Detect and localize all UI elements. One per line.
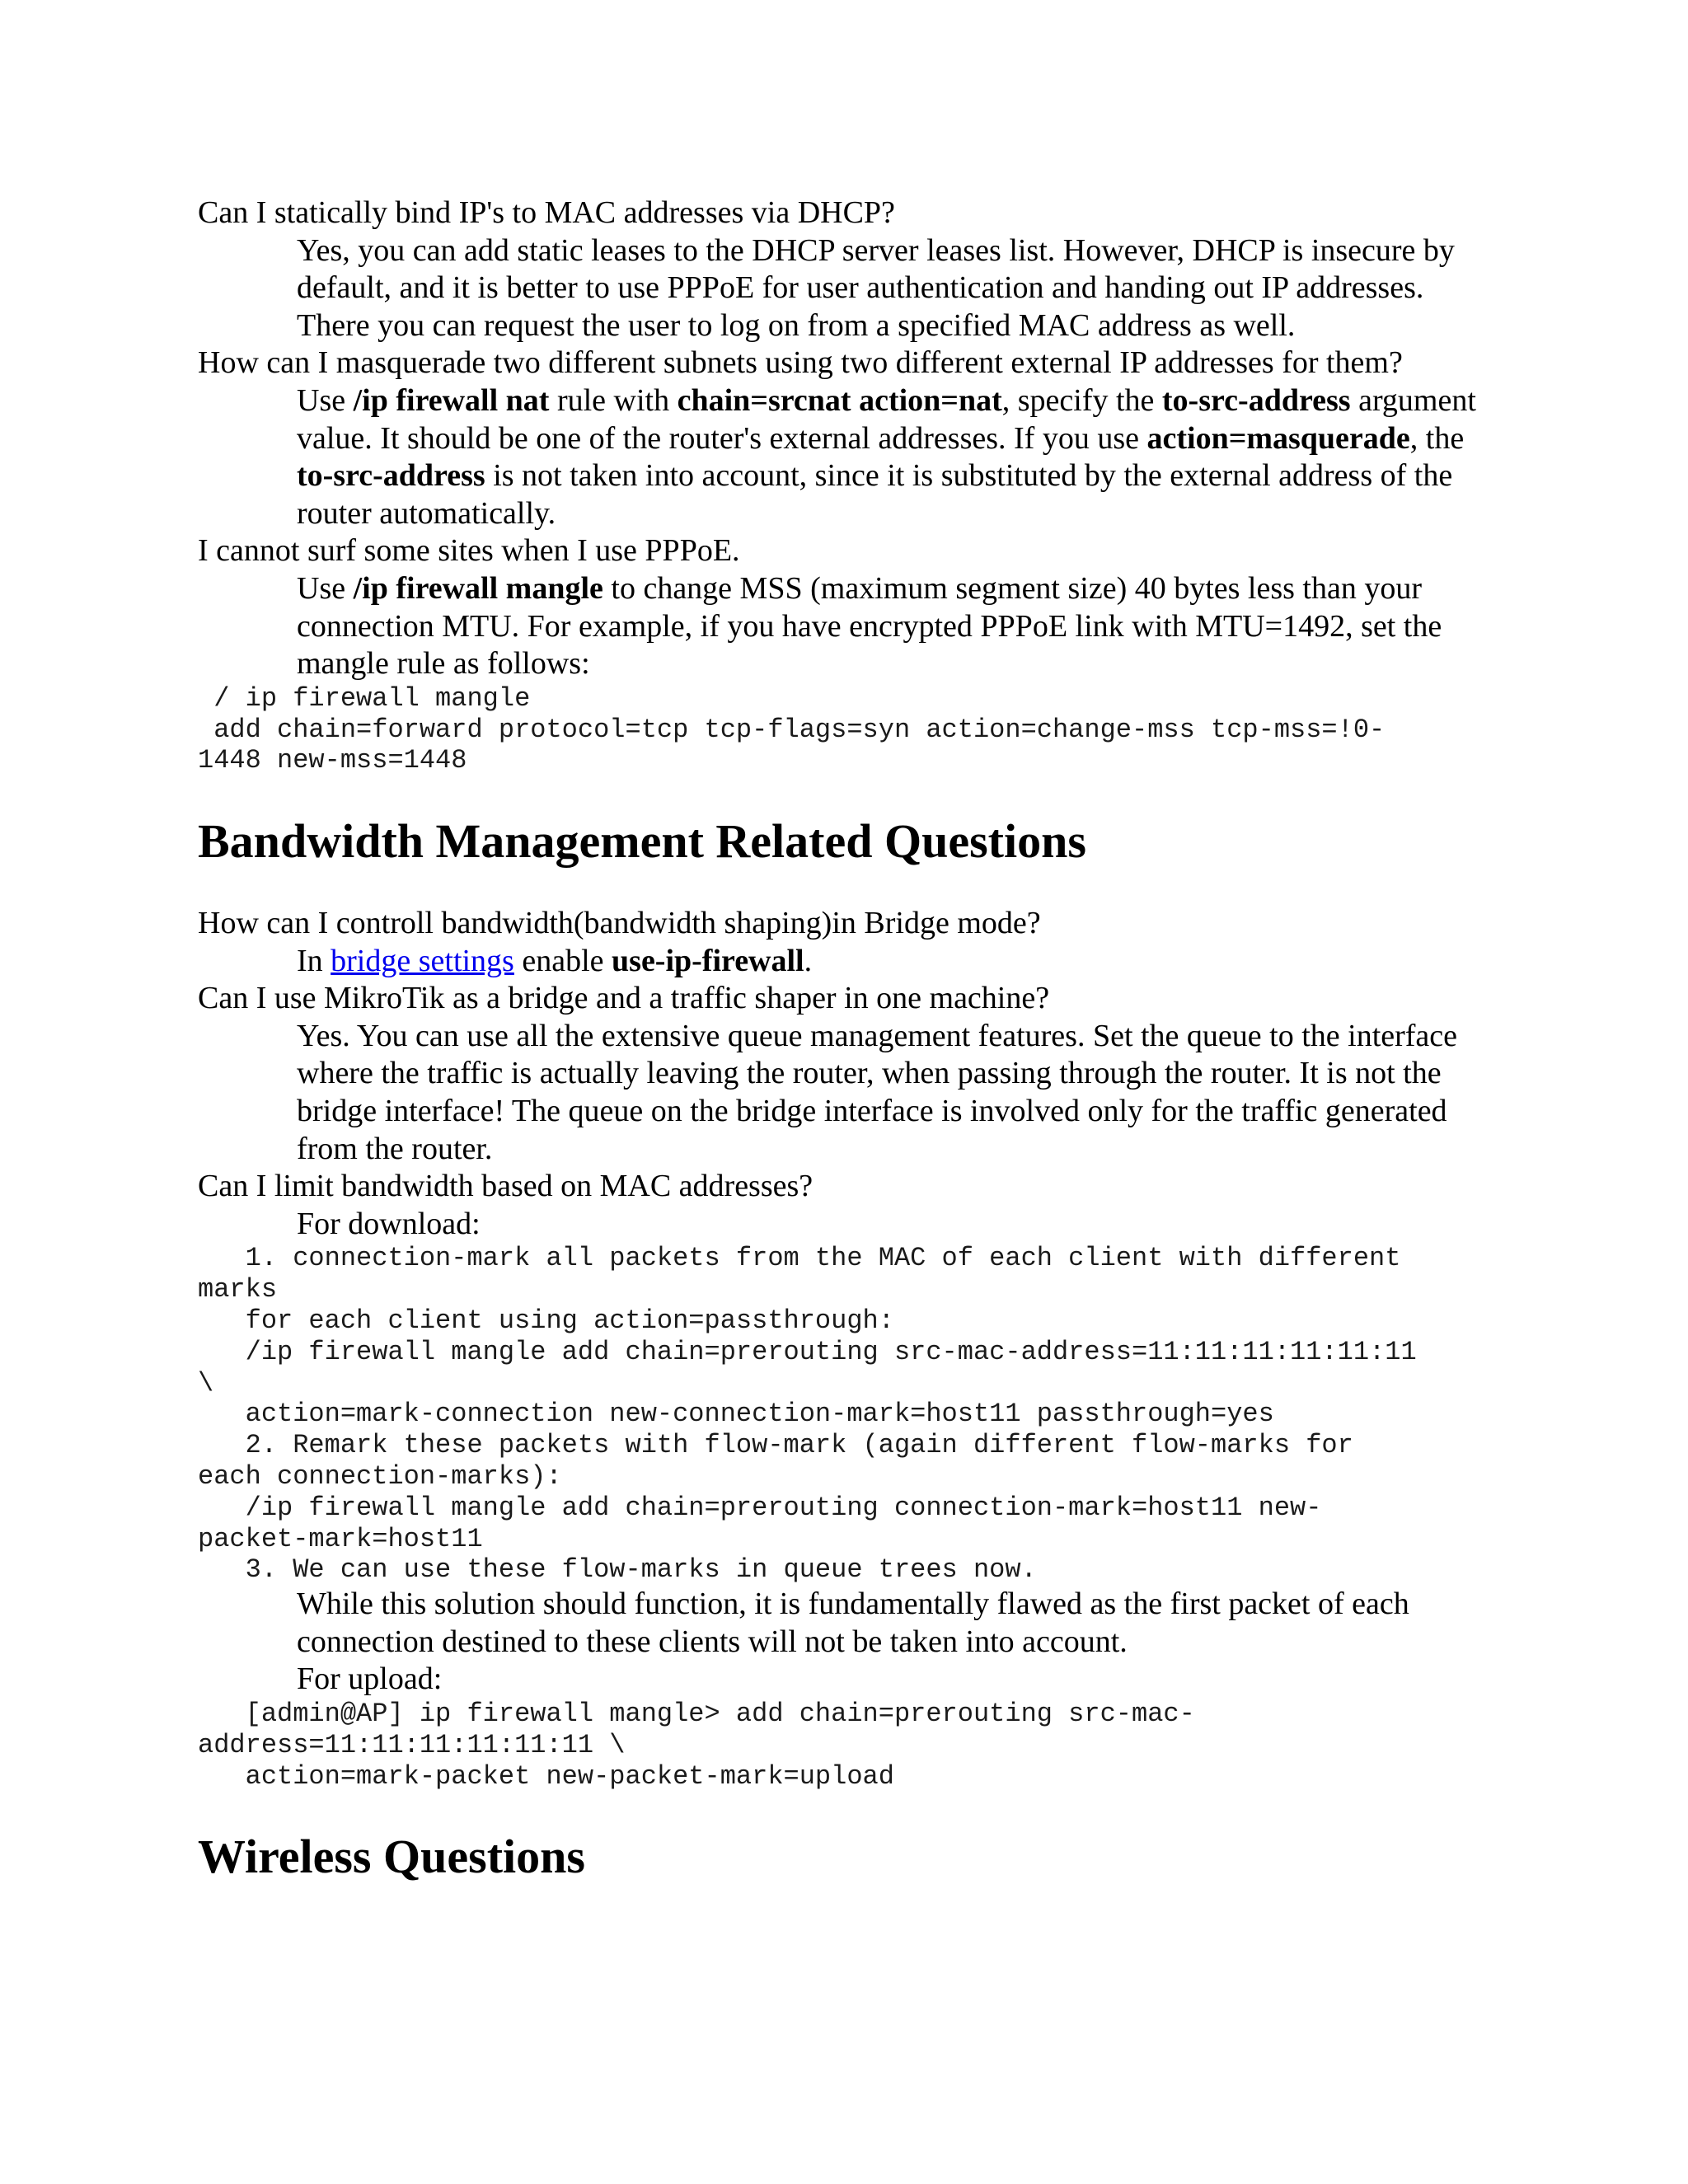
answer-text: to change MSS (maximum segment size) 40 bytes less than your connection MTU. For example, if you have encrypted PPPoE link with MTU=1492, set the mangle rule as follows: bbox=[297, 570, 1442, 682]
faq-question-bridge-shaping: How can I controll bandwidth(bandwidth shaping)in Bridge mode? bbox=[198, 906, 1041, 941]
answer-text: In bbox=[297, 943, 331, 978]
faq-question-bridge-and-shaper: Can I use MikroTik as a bridge and a traffic shaper in one machine? bbox=[198, 981, 1050, 1016]
answer-text: Use bbox=[297, 570, 354, 606]
command-ip-firewall-nat: /ip firewall nat bbox=[353, 382, 550, 418]
parameter-chain-action: chain=srcnat action=nat bbox=[677, 382, 1002, 418]
setting-use-ip-firewall: use-ip-firewall bbox=[612, 943, 804, 978]
answer-text: , specify the bbox=[1001, 382, 1162, 418]
document-page bbox=[198, 194, 1484, 1884]
code-block-mss-mangle: / ip firewall mangle add chain=forward protocol=tcp tcp-flags=syn action=change-mss tcp-mss=!0- 1448 new-mss=1448 bbox=[198, 682, 1386, 776]
answer-text: argument value. It should be one of the router's external addresses. If you use bbox=[297, 382, 1476, 456]
download-note: While this solution should function, it is fundamentally flawed as the first packet of each connection destined to these clients will not be taken into account. bbox=[297, 1586, 1409, 1659]
command-ip-firewall-mangle: /ip firewall mangle bbox=[353, 570, 603, 606]
faq-question-pppoe-sites: I cannot surf some sites when I use PPPoE. bbox=[198, 533, 740, 569]
faq-answer-bridge-and-shaper: Yes. You can use all the extensive queue management features. Set the queue to the interface where the traffic is actually leaving the router, when passing through the router. It is not the bridge interface! The queue on the bridge interface is involved only for the traffic generated from the router. bbox=[297, 1018, 1458, 1166]
upload-label: For upload: bbox=[297, 1661, 443, 1697]
answer-text: , the bbox=[1409, 420, 1465, 456]
answer-text: . bbox=[804, 943, 813, 978]
faq-question-mac-bandwidth: Can I limit bandwidth based on MAC addresses? bbox=[198, 1169, 814, 1204]
parameter-to-src-address: to-src-address bbox=[1161, 382, 1351, 418]
download-label: For download: bbox=[297, 1206, 481, 1241]
bridge-settings-link[interactable]: bridge settings bbox=[331, 943, 514, 978]
answer-text: rule with bbox=[549, 382, 678, 418]
answer-text: is not taken into account, since it is substituted by the external address of the router automatically. bbox=[297, 458, 1453, 531]
code-block-download: 1. connection-mark all packets from the MAC of each client with different marks for each client using action=passthrough: /ip firewall mangle add chain=prerouting src-mac-address=11:11:11:11:11:11 \ action=mark-connection new-connection-mark=host11 passthrough=yes 2. Remark these packets with flow-mark (again different flow-marks for each connection-marks): /ip firewall mangle add chain=prerouting connection-mark=host11 new- packet-mark=host11 3. We can use these flow-marks in queue trees now. bbox=[198, 1243, 1417, 1586]
code-block-upload: [admin@AP] ip firewall mangle> add chain=prerouting src-mac- address=11:11:11:11:11:11 \ action=mark-packet new-packet-mark=upload bbox=[198, 1699, 1195, 1792]
section-heading-bandwidth: Bandwidth Management Related Questions bbox=[198, 814, 1086, 869]
faq-answer-pppoe-sites bbox=[297, 570, 1484, 683]
parameter-action-masquerade: action=masquerade bbox=[1146, 420, 1410, 456]
parameter-to-src-address: to-src-address bbox=[297, 458, 485, 494]
faq-question-dhcp-static: Can I statically bind IP's to MAC addresses via DHCP? bbox=[198, 195, 895, 230]
faq-answer-masquerade bbox=[297, 382, 1484, 532]
faq-answer-dhcp-static: Yes, you can add static leases to the DHCP server leases list. However, DHCP is insecure by default, and it is better to use PPPoE for user authentication and handing out IP addresses. There you can request the user to log on from a specified MAC address as well. bbox=[297, 232, 1455, 343]
section-heading-wireless: Wireless Questions bbox=[198, 1830, 585, 1884]
faq-answer-bridge-shaping bbox=[297, 943, 1484, 981]
faq-question-masquerade: How can I masquerade two different subnets using two different external IP addresses for them? bbox=[198, 345, 1403, 381]
answer-text: enable bbox=[513, 943, 612, 978]
answer-text: Use bbox=[297, 382, 354, 418]
